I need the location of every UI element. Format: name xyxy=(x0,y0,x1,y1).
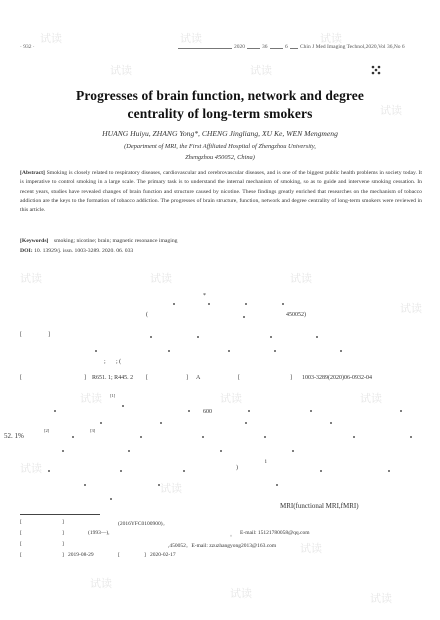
watermark: 试读 xyxy=(90,577,112,590)
footnote-separator: 。 xyxy=(230,532,236,538)
abstract-label: [Abstract] xyxy=(20,170,45,176)
watermark: 试读 xyxy=(150,272,172,285)
body-mark xyxy=(48,470,50,472)
body-bracket-close: ] xyxy=(186,375,188,381)
body-mark xyxy=(150,336,152,338)
body-mark xyxy=(248,410,250,412)
body-mark xyxy=(276,484,278,486)
body-bracket: [ xyxy=(238,375,240,381)
body-i: i xyxy=(265,459,267,465)
body-bracket-close: ] xyxy=(84,375,86,381)
footnote-email-author: E-mail: 15121780058@qq.com xyxy=(240,530,310,536)
header-year: 2020 xyxy=(234,44,245,50)
watermark: 试读 xyxy=(80,392,102,405)
body-mark xyxy=(173,303,175,305)
author-list: HUANG Huiyu, ZHANG Yong*, CHENG Jingliang, XU Ke, WEN Mengmeng xyxy=(102,129,338,138)
page-number: · 932 · xyxy=(20,44,35,50)
received-date: 2019-08-29 xyxy=(68,552,94,558)
body-paren: ; ( xyxy=(116,359,122,365)
body-number-600: 600 xyxy=(203,409,212,415)
body-mark xyxy=(220,450,222,452)
body-mark xyxy=(110,498,112,500)
footnote-bracket-close: ] xyxy=(62,530,64,536)
body-asterisk: * xyxy=(203,293,206,299)
body-mark xyxy=(353,436,355,438)
doi-text: 10. 13929/j. issn. 1003-3289. 2020. 06. 033 xyxy=(34,248,134,254)
doi-label: DOI: xyxy=(20,248,33,254)
journal-citation: Chin J Med Imaging Technol,2020,Vol 36,No 6 xyxy=(300,44,405,50)
keywords-line xyxy=(20,238,178,244)
article-title-line-2: centrality of long-term smokers xyxy=(127,106,313,121)
body-close-paren: ) xyxy=(236,465,238,471)
footnote-rule xyxy=(20,514,100,515)
citation-3: [3] xyxy=(90,428,96,433)
body-mark xyxy=(128,450,130,452)
body-mark xyxy=(95,350,97,352)
body-mark xyxy=(168,350,170,352)
body-mark xyxy=(320,470,322,472)
footnote-bracket: [ xyxy=(118,552,120,558)
citation-2: [2] xyxy=(44,428,50,433)
body-mark xyxy=(274,350,276,352)
body-bracket: [ xyxy=(20,332,22,338)
watermark: 试读 xyxy=(300,542,322,555)
body-mark xyxy=(72,436,74,438)
abstract-text: Smoking is closely related to respiratory diseases, cardiovascular and cerebrovascular diseases, and is one of the biggest public health problems in society today. It is imperative to control smoking in a large scale. The primary task is to understand the internal mechanism of smoking, so as to guide and intervene smoking cessation. In recent years, studies have revealed changes of brain function and structure caused by nicotine. These findings greatly enriched that researches on the mechanism of tobacco addiction are the keys to the formation of tobacco addiction. The progresses of brain structure, function, network and degree centrality of long-term smokers were reviewed in this article. xyxy=(20,170,422,214)
keywords-text: smoking; nicotine; brain; magnetic resonance imaging xyxy=(53,238,178,244)
affiliation-line-1: (Department of MRI, the First Affiliated Hospital of Zhengzhou University, xyxy=(124,143,316,150)
watermark: 试读 xyxy=(290,272,312,285)
footnote-corresponding: ,450052。E-mail: zzuzhangyong2013@163.com xyxy=(168,543,277,549)
document-code: A xyxy=(196,375,201,381)
body-mark xyxy=(292,450,294,452)
body-mark xyxy=(282,303,284,305)
body-mark xyxy=(310,410,312,412)
body-mark xyxy=(330,422,332,424)
body-mark xyxy=(316,336,318,338)
header-volume-marker: 36 xyxy=(262,44,268,50)
watermark: 试读 xyxy=(370,592,392,605)
footnote-bracket-close: ] xyxy=(62,552,64,558)
body-open-paren: ( xyxy=(146,312,148,318)
doi-line xyxy=(20,248,133,254)
revised-date: 2020-02-17 xyxy=(150,552,176,558)
body-mark xyxy=(400,410,402,412)
watermark: 试读 xyxy=(360,392,382,405)
body-mark xyxy=(120,470,122,472)
body-bracket: [ xyxy=(146,375,148,381)
watermark: 试读 xyxy=(320,32,342,45)
open-access-icon xyxy=(371,62,381,72)
body-mark xyxy=(243,316,245,318)
footnote-bracket-close: ] xyxy=(144,552,146,558)
body-mark xyxy=(228,350,230,352)
body-semicolon: ; xyxy=(104,359,106,365)
watermark: 试读 xyxy=(220,392,242,405)
body-mark xyxy=(388,470,390,472)
body-postcode: 450052) xyxy=(286,312,306,318)
body-mark xyxy=(410,436,412,438)
watermark: 试读 xyxy=(250,64,272,77)
footnote-bracket-close: ] xyxy=(62,541,64,547)
affiliation-line-2: Zhengzhou 450052, China) xyxy=(185,154,255,161)
footnote-birth-year: (1993—), xyxy=(88,530,110,536)
footnote-bracket: [ xyxy=(20,541,22,547)
body-mark xyxy=(264,436,266,438)
keywords-label: [Keywords] xyxy=(20,238,49,244)
watermark: 试读 xyxy=(160,482,182,495)
body-mark xyxy=(122,405,124,407)
body-mark xyxy=(245,303,247,305)
watermark: 试读 xyxy=(180,32,202,45)
body-mark xyxy=(340,350,342,352)
body-fmri: MRI(functional MRI,fMRI) xyxy=(280,502,359,510)
body-bracket-close: ] xyxy=(290,375,292,381)
header-issue-marker: 6 xyxy=(285,44,288,50)
body-mark xyxy=(202,436,204,438)
watermark: 试读 xyxy=(230,587,252,600)
watermark: 试读 xyxy=(110,64,132,77)
article-title-line-1: Progresses of brain function, network and degree xyxy=(76,88,364,103)
watermark: 试读 xyxy=(20,272,42,285)
body-mark xyxy=(183,470,185,472)
classification-code: R651. 1; R445. 2 xyxy=(92,375,134,381)
footnote-bracket: [ xyxy=(20,530,22,536)
body-mark xyxy=(140,436,142,438)
footnote-bracket: [ xyxy=(20,519,22,525)
body-bracket: [ xyxy=(20,375,22,381)
body-mark xyxy=(197,336,199,338)
body-mark xyxy=(270,336,272,338)
body-mark xyxy=(100,422,102,424)
body-mark xyxy=(188,410,190,412)
body-bracket-close: ] xyxy=(48,332,50,338)
footnote-grant: (2016YFC0100900)。 xyxy=(118,521,169,527)
watermark: 试读 xyxy=(20,462,42,475)
body-mark xyxy=(160,422,162,424)
footnote-bracket: [ xyxy=(20,552,22,558)
abstract xyxy=(20,169,422,215)
footnote-bracket-close: ] xyxy=(62,519,64,525)
watermark: 试读 xyxy=(380,104,402,117)
body-mark xyxy=(84,484,86,486)
body-mark xyxy=(245,422,247,424)
body-mark xyxy=(62,450,64,452)
article-number: 1003-3289(2020)06-0932-04 xyxy=(302,375,372,381)
citation-1: [1] xyxy=(110,393,116,398)
body-mark xyxy=(208,303,210,305)
watermark: 试读 xyxy=(40,32,62,45)
watermark: 试读 xyxy=(400,302,422,315)
body-mark xyxy=(54,410,56,412)
body-percent: 52. 1% xyxy=(4,432,24,440)
